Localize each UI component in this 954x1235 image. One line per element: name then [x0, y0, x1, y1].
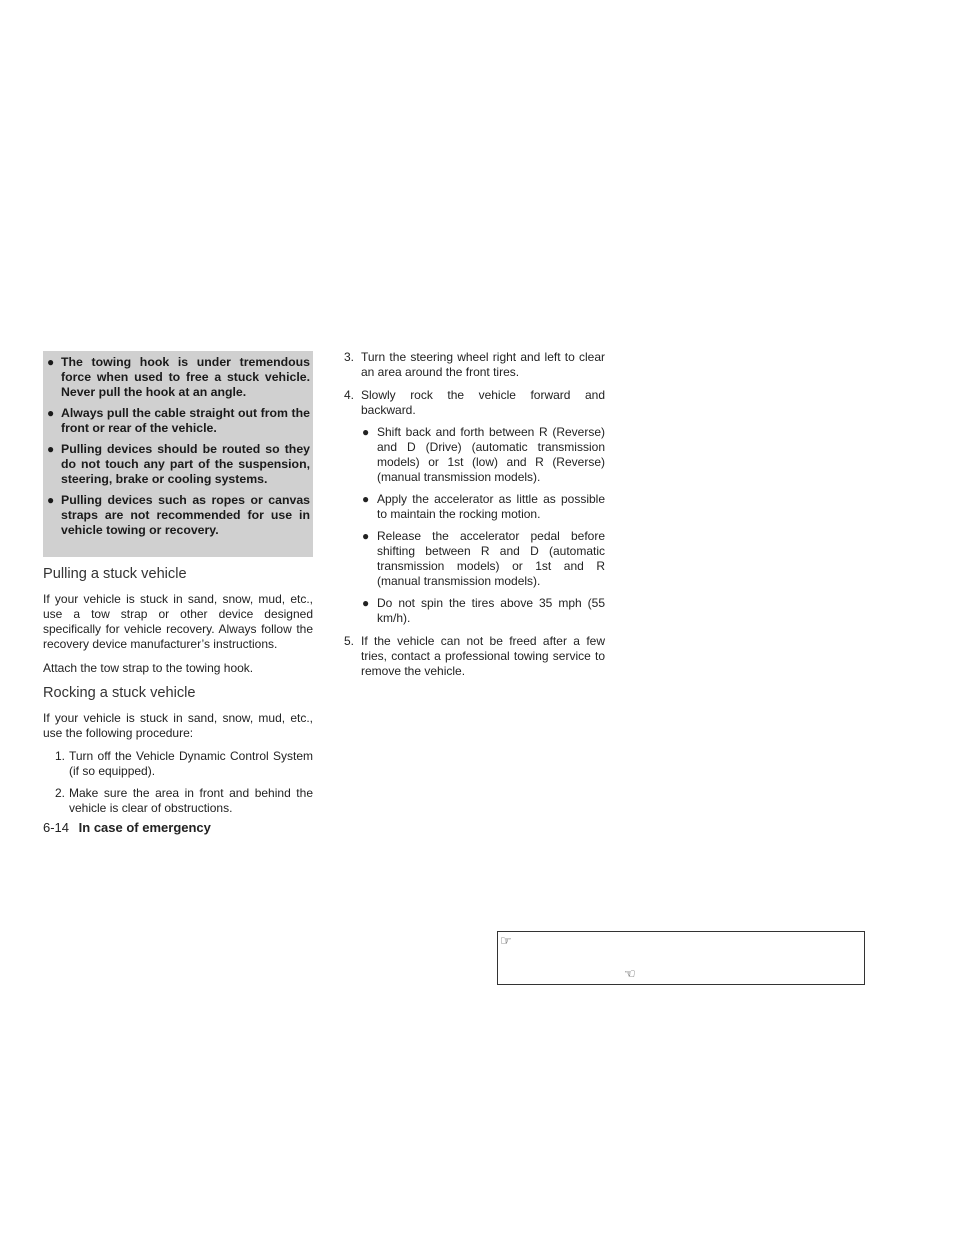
sub-bullet-item — [362, 529, 605, 589]
step-text: Turn the steering wheel right and left to clear an area around the front tires. — [361, 350, 605, 379]
warning-text: Pulling devices should be routed so they do not touch any part of the suspension, steering, brake or cooling systems. — [61, 442, 310, 486]
sub-bullet-item — [362, 492, 605, 522]
sub-bullet-text: Release the accelerator pedal before shifting between R and D (automatic transmission models) or 1st and R (manual transmission models). — [377, 529, 605, 588]
sub-bullet-text: Apply the accelerator as little as possible to maintain the rocking motion. — [377, 492, 605, 521]
rocking-steps-continued — [343, 350, 605, 679]
warning-item — [47, 442, 310, 487]
step-item — [43, 749, 313, 779]
step-item — [43, 786, 313, 816]
pulling-paragraph: If your vehicle is stuck in sand, snow, mud, etc., use a tow strap or other device designed specifically for vehicle recovery. Always follow the recovery device manufacturer’s instructions. — [43, 592, 313, 651]
step-text: Make sure the area in front and behind the vehicle is clear of obstructions. — [69, 786, 313, 815]
bullet-icon: ● — [362, 596, 370, 610]
bullet-icon: ● — [362, 425, 370, 439]
bullet-icon: ● — [362, 529, 370, 543]
warning-item — [47, 406, 310, 436]
hand-pointing-left-icon: ☜ — [624, 966, 636, 981]
step-item — [343, 350, 605, 380]
warning-text: Pulling devices such as ropes or canvas straps are not recommended for use in vehicle towing or recovery. — [61, 493, 310, 537]
step-number: 4. — [343, 388, 354, 402]
step-text: Slowly rock the vehicle forward and backward. — [361, 388, 605, 417]
bullet-icon: ● — [47, 442, 55, 456]
step-number: 1. — [54, 749, 65, 763]
step-text: Turn off the Vehicle Dynamic Control System (if so equipped). — [69, 749, 313, 778]
hand-pointing-right-icon: ☞ — [500, 933, 512, 948]
pulling-paragraph: Attach the tow strap to the towing hook. — [43, 661, 254, 675]
page-footer — [43, 820, 211, 836]
sub-bullet-item — [362, 596, 605, 626]
bullet-icon: ● — [362, 492, 370, 506]
bullet-icon: ● — [47, 493, 55, 507]
page-number: 6-14 — [43, 820, 70, 835]
step-text: If the vehicle can not be freed after a few tries, contact a professional towing service to remove the vehicle. — [361, 634, 605, 678]
warning-text: The towing hook is under tremendous force when used to free a stuck vehicle. Never pull the hook at an angle. — [61, 355, 310, 399]
sub-bullet-item — [362, 425, 605, 485]
rocking-section — [43, 684, 313, 816]
rocking-heading: Rocking a stuck vehicle — [43, 685, 196, 701]
sub-bullet-list — [362, 425, 605, 626]
sub-bullet-text: Shift back and forth between R (Reverse) and D (Drive) (automatic transmission models) or 1st (low) and R (Reverse) (manual transmission models). — [377, 425, 605, 484]
step-number: 5. — [343, 634, 354, 648]
warning-item — [47, 493, 310, 538]
warning-text: Always pull the cable straight out from the front or rear of the vehicle. — [61, 406, 310, 435]
warning-box — [43, 351, 313, 557]
bullet-icon: ● — [47, 406, 55, 420]
sub-bullet-text: Do not spin the tires above 35 mph (55 km/h). — [377, 596, 605, 625]
bullet-icon: ● — [47, 355, 55, 369]
section-title: In case of emergency — [78, 820, 211, 835]
step-number: 2. — [54, 786, 65, 800]
warning-item — [47, 355, 310, 400]
step-item — [343, 388, 605, 418]
reference-box — [497, 931, 865, 985]
rocking-intro: If your vehicle is stuck in sand, snow, mud, etc., use the following procedure: — [43, 711, 313, 740]
step-item — [343, 634, 605, 679]
pulling-heading: Pulling a stuck vehicle — [43, 566, 187, 582]
step-number: 3. — [343, 350, 354, 364]
pulling-section — [43, 565, 313, 676]
